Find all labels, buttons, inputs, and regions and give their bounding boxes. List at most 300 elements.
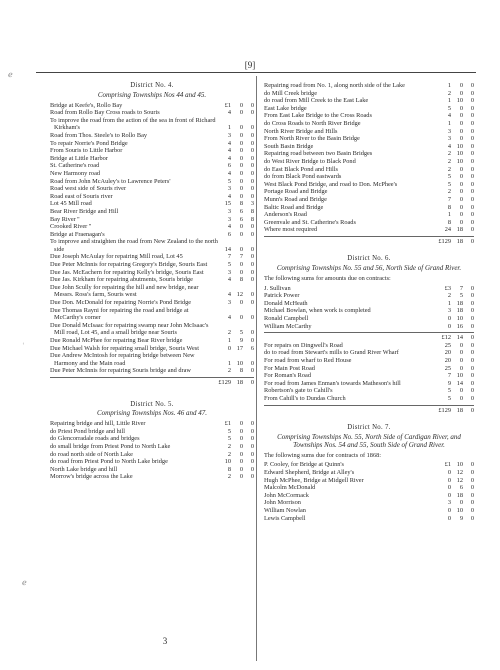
entry-description: Due Don. McDonald for repairing Norrie's Pond Bridge bbox=[50, 299, 192, 307]
amount-shillings: 10 bbox=[456, 372, 463, 380]
entry-description: East Lake bridge bbox=[264, 104, 307, 112]
amount-shillings: 10 bbox=[456, 315, 463, 323]
entry-description: For Main Post Road bbox=[264, 364, 315, 372]
amount-pence: 0 bbox=[470, 484, 474, 492]
amount-pence: 0 bbox=[470, 506, 474, 514]
ledger-entry bbox=[264, 365, 474, 373]
amount-shillings: 0 bbox=[239, 185, 243, 193]
ledger-entry bbox=[50, 253, 254, 261]
amount-shillings: 0 bbox=[239, 192, 243, 200]
amount-shillings: 6 bbox=[239, 207, 243, 215]
ledger-entry bbox=[264, 173, 474, 181]
entry-description: Michael Bowlan, when work is completed bbox=[264, 307, 371, 315]
amount-pence: 0 bbox=[470, 292, 474, 300]
ledger-entry bbox=[264, 484, 474, 492]
amount-pence: 0 bbox=[250, 177, 254, 185]
amount-shillings: 16 bbox=[456, 322, 463, 330]
amount-pence: 0 bbox=[250, 154, 254, 162]
amount-pence: 0 bbox=[470, 322, 474, 330]
column-divider bbox=[256, 76, 257, 661]
amount-shillings: 10 bbox=[456, 157, 463, 165]
entry-amount bbox=[218, 132, 254, 140]
amount-shillings: 0 bbox=[459, 211, 463, 219]
ledger-entry bbox=[264, 357, 474, 365]
amount-shillings: 0 bbox=[459, 349, 463, 357]
amount-pounds: 5 bbox=[227, 435, 231, 443]
ledger-entry bbox=[50, 473, 254, 481]
entry-description: Repairing road between two Basin Bridges bbox=[264, 150, 373, 158]
amount-pounds: 1 bbox=[227, 359, 231, 367]
entry-amount bbox=[438, 204, 474, 212]
ledger-entry bbox=[50, 276, 254, 284]
district-5-total: £129 18 0 bbox=[264, 236, 474, 246]
entry-amount bbox=[218, 269, 254, 277]
ledger-entry bbox=[264, 380, 474, 388]
amount-shillings: 10 bbox=[456, 150, 463, 158]
ledger-entry bbox=[50, 352, 254, 367]
amount-pence: 0 bbox=[250, 169, 254, 177]
amount-shillings: 0 bbox=[459, 180, 463, 188]
amount-shillings: 0 bbox=[239, 154, 243, 162]
amount-pence: 0 bbox=[250, 253, 254, 261]
entry-description: Due Peter McInnis for repairing Souris bridge and draw bbox=[50, 367, 191, 375]
amount-pence: 6 bbox=[250, 344, 254, 352]
amount-pence: 0 bbox=[470, 372, 474, 380]
ledger-entry bbox=[50, 178, 254, 186]
entry-amount bbox=[438, 380, 474, 388]
ledger-entry bbox=[264, 285, 474, 293]
entry-amount bbox=[438, 97, 474, 105]
amount-pounds: 3 bbox=[227, 299, 231, 307]
entry-amount bbox=[218, 428, 254, 436]
ledger-entry bbox=[50, 451, 254, 459]
amount-pounds: 4 bbox=[227, 109, 231, 117]
amount-shillings: 18 bbox=[456, 299, 463, 307]
entry-description: Bridge at Little Harbor bbox=[50, 154, 108, 162]
amount-shillings: 5 bbox=[459, 292, 463, 300]
entry-description: For Roman's Road bbox=[264, 372, 311, 380]
entry-amount bbox=[438, 342, 474, 350]
amount-shillings: 0 bbox=[239, 450, 243, 458]
entry-amount bbox=[438, 285, 474, 293]
ledger-entry bbox=[264, 515, 474, 523]
amount-pence: 0 bbox=[250, 131, 254, 139]
entry-description: do small bridge from Priest Pond to North Lake bbox=[50, 442, 171, 450]
entry-description: West Black Pond Bridge, and road to Don. McPhee's bbox=[264, 180, 398, 188]
entry-amount bbox=[438, 315, 474, 323]
entry-description: Greenvale and St. Catherine's Roads bbox=[264, 218, 356, 226]
entry-description: do from Black Pond eastwards bbox=[264, 173, 342, 181]
amount-pence: 0 bbox=[470, 112, 474, 120]
amount-pence: 0 bbox=[470, 180, 474, 188]
amount-shillings: 0 bbox=[459, 499, 463, 507]
amount-shillings: 7 bbox=[239, 253, 243, 261]
amount-pence: 0 bbox=[250, 337, 254, 344]
amount-pence: 0 bbox=[470, 315, 474, 323]
amount-pence: 0 bbox=[470, 188, 474, 196]
amount-shillings: 6 bbox=[459, 484, 463, 492]
entry-amount bbox=[218, 155, 254, 163]
entry-description: Bridge at Keefe's, Rollo Bay bbox=[50, 101, 123, 109]
amount-pence: 0 bbox=[470, 97, 474, 105]
entry-amount bbox=[438, 515, 474, 523]
ledger-entry bbox=[264, 292, 474, 300]
ledger-entry bbox=[264, 300, 474, 308]
ledger-entry bbox=[264, 158, 474, 166]
amount-pounds: £1 bbox=[444, 461, 451, 469]
entry-amount bbox=[438, 477, 474, 485]
ledger-entry bbox=[50, 345, 254, 353]
amount-pounds: 4 bbox=[227, 139, 231, 147]
entry-amount bbox=[218, 140, 254, 148]
amount-shillings: 0 bbox=[239, 465, 243, 473]
ledger-entry bbox=[264, 82, 474, 90]
entry-amount bbox=[438, 492, 474, 500]
amount-pounds: 1 bbox=[227, 124, 231, 132]
entry-description: Baltic Road and Bridge bbox=[264, 203, 324, 211]
amount-pence: 0 bbox=[470, 104, 474, 112]
amount-pounds: 15 bbox=[224, 200, 231, 208]
entry-description: Road from John McAuley's to Lawrence Peters' bbox=[50, 177, 171, 185]
entry-description: Crooked River '' bbox=[50, 223, 92, 231]
district-7-intro: The following sums due for contracts of 1868: bbox=[264, 451, 381, 459]
district-6-list bbox=[264, 285, 474, 331]
amount-pounds: 4 bbox=[227, 276, 231, 284]
ledger-entry bbox=[50, 443, 254, 451]
district-6-intro: The following sums for amounts due on contracts: bbox=[264, 275, 391, 283]
entry-description: North Lake bridge and hill bbox=[50, 465, 118, 473]
amount-shillings: 0 bbox=[459, 218, 463, 226]
amount-pence: 0 bbox=[250, 192, 254, 200]
entry-amount bbox=[438, 387, 474, 395]
entry-description: Munn's Road and Bridge bbox=[264, 195, 327, 203]
amount-pence: 0 bbox=[470, 89, 474, 97]
amount-shillings: 0 bbox=[239, 124, 243, 132]
amount-pence: 0 bbox=[250, 185, 254, 193]
entry-description: South Basin Bridge bbox=[264, 142, 314, 150]
entry-amount bbox=[218, 466, 254, 474]
amount-pence: 0 bbox=[470, 135, 474, 143]
amount-pence: 0 bbox=[470, 514, 474, 522]
entry-description: do road from Mill Creek to the East Lake bbox=[264, 97, 369, 105]
amount-pence: 0 bbox=[470, 119, 474, 127]
amount-pence: 0 bbox=[250, 465, 254, 473]
entry-description: Hugh McPhee, Bridge at Midgell River bbox=[264, 476, 364, 484]
amount-pounds: £1 bbox=[224, 101, 231, 109]
ledger-entry bbox=[50, 269, 254, 277]
entry-description: Due Jas. Kirkham for repairing abutments, Souris bridge bbox=[50, 276, 193, 284]
amount-shillings: 10 bbox=[236, 359, 243, 367]
amount-shillings: 0 bbox=[459, 357, 463, 364]
entry-description: John Morrison bbox=[264, 499, 301, 507]
entry-amount bbox=[218, 147, 254, 155]
amount-shillings: 0 bbox=[459, 203, 463, 211]
ledger-entry bbox=[50, 223, 254, 231]
amount-pounds: 5 bbox=[447, 180, 451, 188]
amount-pounds: 3 bbox=[447, 499, 451, 507]
entry-amount bbox=[218, 443, 254, 451]
amount-pounds: 2 bbox=[227, 450, 231, 458]
amount-pence: 0 bbox=[250, 268, 254, 276]
amount-pence: 0 bbox=[470, 142, 474, 150]
ledger-entry bbox=[50, 337, 254, 345]
amount-pence: 0 bbox=[470, 364, 474, 372]
entry-description: St. Catherine's road bbox=[50, 162, 100, 170]
entry-amount bbox=[438, 300, 474, 308]
amount-pence: 0 bbox=[470, 476, 474, 484]
entry-amount bbox=[218, 253, 254, 261]
entry-amount bbox=[218, 291, 254, 299]
amount-shillings: 9 bbox=[239, 337, 243, 344]
amount-shillings: 17 bbox=[236, 344, 243, 352]
entry-amount bbox=[438, 135, 474, 143]
amount-shillings: 0 bbox=[239, 101, 243, 109]
entry-amount bbox=[438, 188, 474, 196]
amount-shillings: 0 bbox=[239, 314, 243, 322]
amount-pounds: 8 bbox=[447, 218, 451, 226]
amount-pence: 0 bbox=[470, 379, 474, 387]
entry-amount bbox=[438, 469, 474, 477]
entry-description: Patrick Power bbox=[264, 292, 300, 300]
entry-amount bbox=[218, 193, 254, 201]
amount-pounds: 3 bbox=[227, 185, 231, 193]
ledger-entry bbox=[50, 435, 254, 443]
entry-description: Lewis Campbell bbox=[264, 514, 306, 522]
entry-description: do Mill Creek bridge bbox=[264, 89, 317, 97]
footer-page-number: 3 bbox=[162, 636, 168, 646]
district-7-subheading: Comprising Townships No. 55, North Side of Cardigan River, and Townships Nos. 54 and 55, South Side of Grand River. bbox=[277, 432, 461, 449]
amount-pence: 0 bbox=[250, 261, 254, 269]
amount-pounds: 0 bbox=[447, 315, 451, 323]
amount-pence: 0 bbox=[470, 165, 474, 173]
district-5-subheading: Comprising Townships Nos. 46 and 47. bbox=[96, 409, 208, 418]
page-number: [9] bbox=[244, 60, 256, 70]
amount-shillings: 10 bbox=[456, 142, 463, 150]
ledger-entry bbox=[264, 226, 474, 234]
entry-amount bbox=[438, 211, 474, 219]
entry-description: Due Peter McInnis for repairing Gregory's Bridge, Souris East bbox=[50, 261, 208, 269]
amount-pence: 0 bbox=[470, 307, 474, 315]
amount-pounds: 5 bbox=[447, 104, 451, 112]
amount-shillings: 0 bbox=[459, 112, 463, 120]
ledger-entry bbox=[264, 469, 474, 477]
amount-pounds: 1 bbox=[447, 97, 451, 105]
entry-description: Due Thomas Rayni for repairing the road and bridge at McCarthy's corner bbox=[50, 306, 189, 322]
amount-pence: 0 bbox=[250, 442, 254, 450]
ledger-entry bbox=[264, 323, 474, 331]
district-7-list bbox=[264, 461, 474, 522]
entry-amount bbox=[218, 223, 254, 231]
entry-amount bbox=[438, 82, 474, 90]
amount-shillings: 9 bbox=[459, 514, 463, 522]
entry-description: J. Sullivan bbox=[264, 284, 291, 292]
ledger-entry bbox=[50, 322, 254, 337]
ledger-entry bbox=[264, 97, 474, 105]
amount-pounds: 2 bbox=[447, 89, 451, 97]
entry-description: Due Michael Walsh for repairing small bridge, Souris West bbox=[50, 344, 199, 352]
amount-pounds: 10 bbox=[224, 458, 231, 466]
entry-description: From North River to the Basin Bridge bbox=[264, 135, 360, 143]
amount-pounds: 4 bbox=[227, 154, 231, 162]
amount-pounds: 6 bbox=[227, 162, 231, 170]
amount-shillings: 0 bbox=[459, 127, 463, 135]
entry-amount bbox=[218, 314, 254, 322]
amount-pounds: 25 bbox=[444, 341, 451, 349]
amount-pence: 3 bbox=[250, 200, 254, 208]
entry-description: Portage Road and Bridge bbox=[264, 188, 328, 196]
amount-pounds: 1 bbox=[227, 337, 231, 344]
amount-shillings: 0 bbox=[459, 104, 463, 112]
amount-shillings: 0 bbox=[239, 139, 243, 147]
entry-description: To improve and straighten the road from New Zealand to the north side bbox=[50, 238, 218, 253]
amount-shillings: 0 bbox=[239, 261, 243, 269]
amount-shillings: 0 bbox=[239, 169, 243, 177]
ledger-entry bbox=[264, 120, 474, 128]
entry-amount bbox=[438, 357, 474, 365]
entry-description: Where most required bbox=[264, 226, 318, 234]
entry-amount bbox=[218, 208, 254, 216]
district-5-heading: District No. 5. bbox=[130, 400, 174, 408]
ledger-entry bbox=[50, 284, 254, 299]
amount-pounds: 20 bbox=[444, 349, 451, 357]
amount-pence: 0 bbox=[470, 357, 474, 364]
entry-description: do road north side of North Lake bbox=[50, 450, 133, 458]
entry-description: Road from Rollo Bay Cross roads to Souris bbox=[50, 109, 160, 117]
ledger-entry bbox=[264, 477, 474, 485]
entry-amount bbox=[438, 372, 474, 380]
entry-amount bbox=[438, 196, 474, 204]
entry-description: Repairing bridge and hill, Little River bbox=[50, 420, 146, 428]
entry-amount bbox=[218, 345, 254, 353]
ledger-entry bbox=[50, 170, 254, 178]
amount-pounds: 3 bbox=[447, 307, 451, 315]
amount-pounds: 0 bbox=[447, 506, 451, 514]
amount-shillings: 0 bbox=[459, 119, 463, 127]
entry-amount bbox=[218, 185, 254, 193]
entry-amount bbox=[438, 219, 474, 227]
amount-pence: 0 bbox=[250, 314, 254, 322]
district-5-list bbox=[50, 420, 254, 481]
amount-shillings: 0 bbox=[239, 109, 243, 117]
ledger-entry bbox=[50, 428, 254, 436]
entry-amount bbox=[438, 181, 474, 189]
amount-pence: 8 bbox=[250, 215, 254, 223]
amount-shillings: 0 bbox=[239, 147, 243, 155]
entry-description: William Nowlan bbox=[264, 506, 306, 514]
amount-shillings: 10 bbox=[456, 97, 463, 105]
amount-pounds: 3 bbox=[447, 127, 451, 135]
entry-description: do East Black Pond and Hills bbox=[264, 165, 338, 173]
amount-pence: 0 bbox=[250, 420, 254, 428]
amount-pounds: 3 bbox=[227, 131, 231, 139]
amount-pence: 0 bbox=[470, 226, 474, 234]
entry-amount bbox=[218, 178, 254, 186]
amount-shillings: 0 bbox=[459, 394, 463, 402]
ledger-entry bbox=[50, 109, 254, 117]
district-4-heading: District No. 4. bbox=[130, 82, 174, 89]
entry-amount bbox=[218, 276, 254, 284]
district-6-heading: District No. 6. bbox=[347, 255, 391, 263]
entry-description: Due Ronald McPhee for repairing Bear River bridge bbox=[50, 337, 183, 344]
amount-pence: 0 bbox=[470, 461, 474, 469]
amount-shillings: 7 bbox=[459, 284, 463, 292]
ledger-entry bbox=[264, 188, 474, 196]
amount-pounds: 2 bbox=[447, 150, 451, 158]
amount-shillings: 10 bbox=[456, 506, 463, 514]
entry-description: To improve the road from the action of the sea in front of Richard Kirkham's bbox=[50, 116, 216, 132]
right-column bbox=[264, 82, 474, 522]
amount-pounds: 4 bbox=[227, 223, 231, 231]
entry-amount bbox=[218, 367, 254, 375]
entry-amount bbox=[218, 261, 254, 269]
entry-amount bbox=[218, 170, 254, 178]
entry-amount bbox=[218, 124, 254, 132]
ledger-entry bbox=[50, 155, 254, 163]
ledger-entry bbox=[264, 90, 474, 98]
amount-pence: 8 bbox=[250, 207, 254, 215]
amount-pence: 0 bbox=[470, 127, 474, 135]
amount-pounds: 4 bbox=[447, 112, 451, 120]
entry-amount bbox=[438, 484, 474, 492]
amount-shillings: 0 bbox=[239, 442, 243, 450]
amount-pounds: 4 bbox=[227, 147, 231, 155]
amount-shillings: 0 bbox=[239, 435, 243, 443]
amount-pounds: 4 bbox=[227, 291, 231, 299]
amount-pence: 0 bbox=[470, 203, 474, 211]
entry-amount bbox=[438, 395, 474, 403]
ledger-entry bbox=[264, 307, 474, 315]
amount-shillings: 18 bbox=[456, 491, 463, 499]
amount-pounds: 3 bbox=[227, 215, 231, 223]
entry-description: Lot 45 Mill road bbox=[50, 200, 92, 208]
ledger-entry bbox=[264, 128, 474, 136]
amount-pounds: 5 bbox=[447, 394, 451, 402]
entry-amount bbox=[218, 246, 254, 254]
amount-pounds: 2 bbox=[227, 367, 231, 375]
amount-pounds: 6 bbox=[227, 230, 231, 238]
amount-shillings: 12 bbox=[236, 291, 243, 299]
amount-pounds: 9 bbox=[447, 379, 451, 387]
amount-shillings: 8 bbox=[239, 367, 243, 375]
ledger-entry bbox=[50, 132, 254, 140]
entry-amount bbox=[438, 499, 474, 507]
ledger-entry bbox=[264, 492, 474, 500]
margin-mark: ℯ bbox=[22, 578, 27, 587]
ledger-entry bbox=[264, 219, 474, 227]
ledger-entry bbox=[264, 507, 474, 515]
entry-amount bbox=[218, 458, 254, 466]
entry-description: For road from wharf to Red House bbox=[264, 357, 352, 364]
entry-amount bbox=[218, 451, 254, 459]
ledger-entry bbox=[50, 140, 254, 148]
entry-amount bbox=[218, 109, 254, 117]
entry-description: Malcolm McDonald bbox=[264, 484, 316, 492]
amount-pounds: 1 bbox=[447, 119, 451, 127]
amount-shillings: 0 bbox=[239, 473, 243, 481]
entry-amount bbox=[438, 507, 474, 515]
amount-shillings: 0 bbox=[239, 223, 243, 231]
entry-amount bbox=[218, 102, 254, 110]
amount-pounds: 0 bbox=[447, 322, 451, 330]
amount-pounds: 25 bbox=[444, 364, 451, 372]
ledger-entry bbox=[50, 208, 254, 216]
amount-pounds: 14 bbox=[224, 245, 231, 253]
amount-pence: 0 bbox=[250, 435, 254, 443]
amount-pence: 0 bbox=[250, 109, 254, 117]
entry-description: do Cross Roads to North River Bridge bbox=[264, 119, 361, 127]
ledger-entry bbox=[264, 135, 474, 143]
entry-description: do to road from Stewart's mills to Grand River Wharf bbox=[264, 349, 399, 357]
